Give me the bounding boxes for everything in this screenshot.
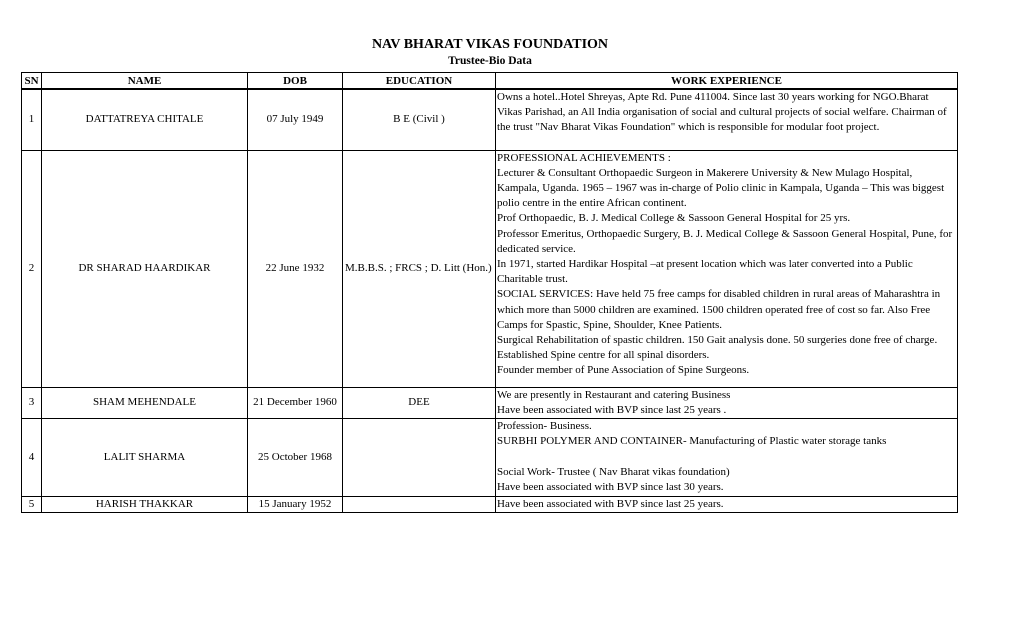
cell-sn: 5 xyxy=(22,496,42,512)
cell-name: HARISH THAKKAR xyxy=(42,496,248,512)
header-education: EDUCATION xyxy=(343,73,496,90)
header-work-experience: WORK EXPERIENCE xyxy=(496,73,958,90)
header-dob: DOB xyxy=(248,73,343,90)
cell-sn: 2 xyxy=(22,150,42,387)
cell-dob: 21 December 1960 xyxy=(248,387,343,418)
cell-dob: 07 July 1949 xyxy=(248,89,343,150)
cell-work-experience: We are presently in Restaurant and catering Business Have been associated with BVP since last 25 years . xyxy=(496,387,958,418)
header-sn: SN xyxy=(22,73,42,90)
table-row xyxy=(22,418,958,496)
table-row xyxy=(22,89,958,150)
cell-sn: 1 xyxy=(22,89,42,150)
cell-dob: 22 June 1932 xyxy=(248,150,343,387)
cell-sn: 3 xyxy=(22,387,42,418)
header-row xyxy=(22,73,958,90)
cell-name: DR SHARAD HAARDIKAR xyxy=(42,150,248,387)
header-name: NAME xyxy=(42,73,248,90)
cell-dob: 15 January 1952 xyxy=(248,496,343,512)
cell-education xyxy=(343,496,496,512)
cell-name: DATTATREYA CHITALE xyxy=(42,89,248,150)
document-subtitle: Trustee-Bio Data xyxy=(448,55,532,67)
cell-name: LALIT SHARMA xyxy=(42,418,248,496)
cell-education xyxy=(343,418,496,496)
cell-name: SHAM MEHENDALE xyxy=(42,387,248,418)
cell-dob: 25 October 1968 xyxy=(248,418,343,496)
table-row xyxy=(22,496,958,512)
cell-work-experience: Profession- Business. SURBHI POLYMER AND CONTAINER- Manufacturing of Plastic water storage tanks Social Work- Trustee ( Nav Bharat vikas foundation) Have been associated with BVP since last 30 years. xyxy=(496,418,958,496)
document-title: NAV BHARAT VIKAS FOUNDATION xyxy=(371,37,609,52)
cell-work-experience: Owns a hotel..Hotel Shreyas, Apte Rd. Pune 411004. Since last 30 years working for NGO.Bharat Vikas Parishad, an All India organisation of social and cultural projects of social welfare. Chairman of the trust "Nav Bharat Vikas Foundation" which is responsible for modular foot project. xyxy=(496,89,958,150)
cell-education: M.B.B.S. ; FRCS ; D. Litt (Hon.) xyxy=(343,150,496,387)
table-row xyxy=(22,387,958,418)
cell-work-experience: Have been associated with BVP since last 25 years. xyxy=(496,496,958,512)
cell-work-experience: PROFESSIONAL ACHIEVEMENTS : Lecturer & Consultant Orthopaedic Surgeon in Makerere University & New Mulago Hospital, Kampala, Uganda. 1965 – 1967 was in-charge of Polio clinic in Kampala, Uganda – This was biggest polio centre in the entire African continent. Prof Orthopaedic, B. J. Medical College & Sassoon General Hospital for 25 yrs. Professor Emeritus, Orthopaedic Surgery, B. J. Medical College & Sassoon General Hospital, Pune, for dedicated service. In 1971, started Hardikar Hospital –at present location which was later converted into a Public Charitable trust. SOCIAL SERVICES: Have held 75 free camps for disabled children in rural areas of Maharashtra in which more than 5000 children are examined. 1500 children operated free of cost so far. Also Free Camps for Spastic, Spine, Shoulder, Knee Patients. Surgical Rehabilitation of spastic children. 150 Gait analysis done. 50 surgeries done free of charge. Established Spine centre for all spinal disorders. Founder member of Pune Association of Spine Surgeons. xyxy=(496,150,958,387)
cell-education: B E (Civil ) xyxy=(343,89,496,150)
cell-education: DEE xyxy=(343,387,496,418)
cell-sn: 4 xyxy=(22,418,42,496)
trustee-table xyxy=(21,72,958,513)
table-row xyxy=(22,150,958,387)
